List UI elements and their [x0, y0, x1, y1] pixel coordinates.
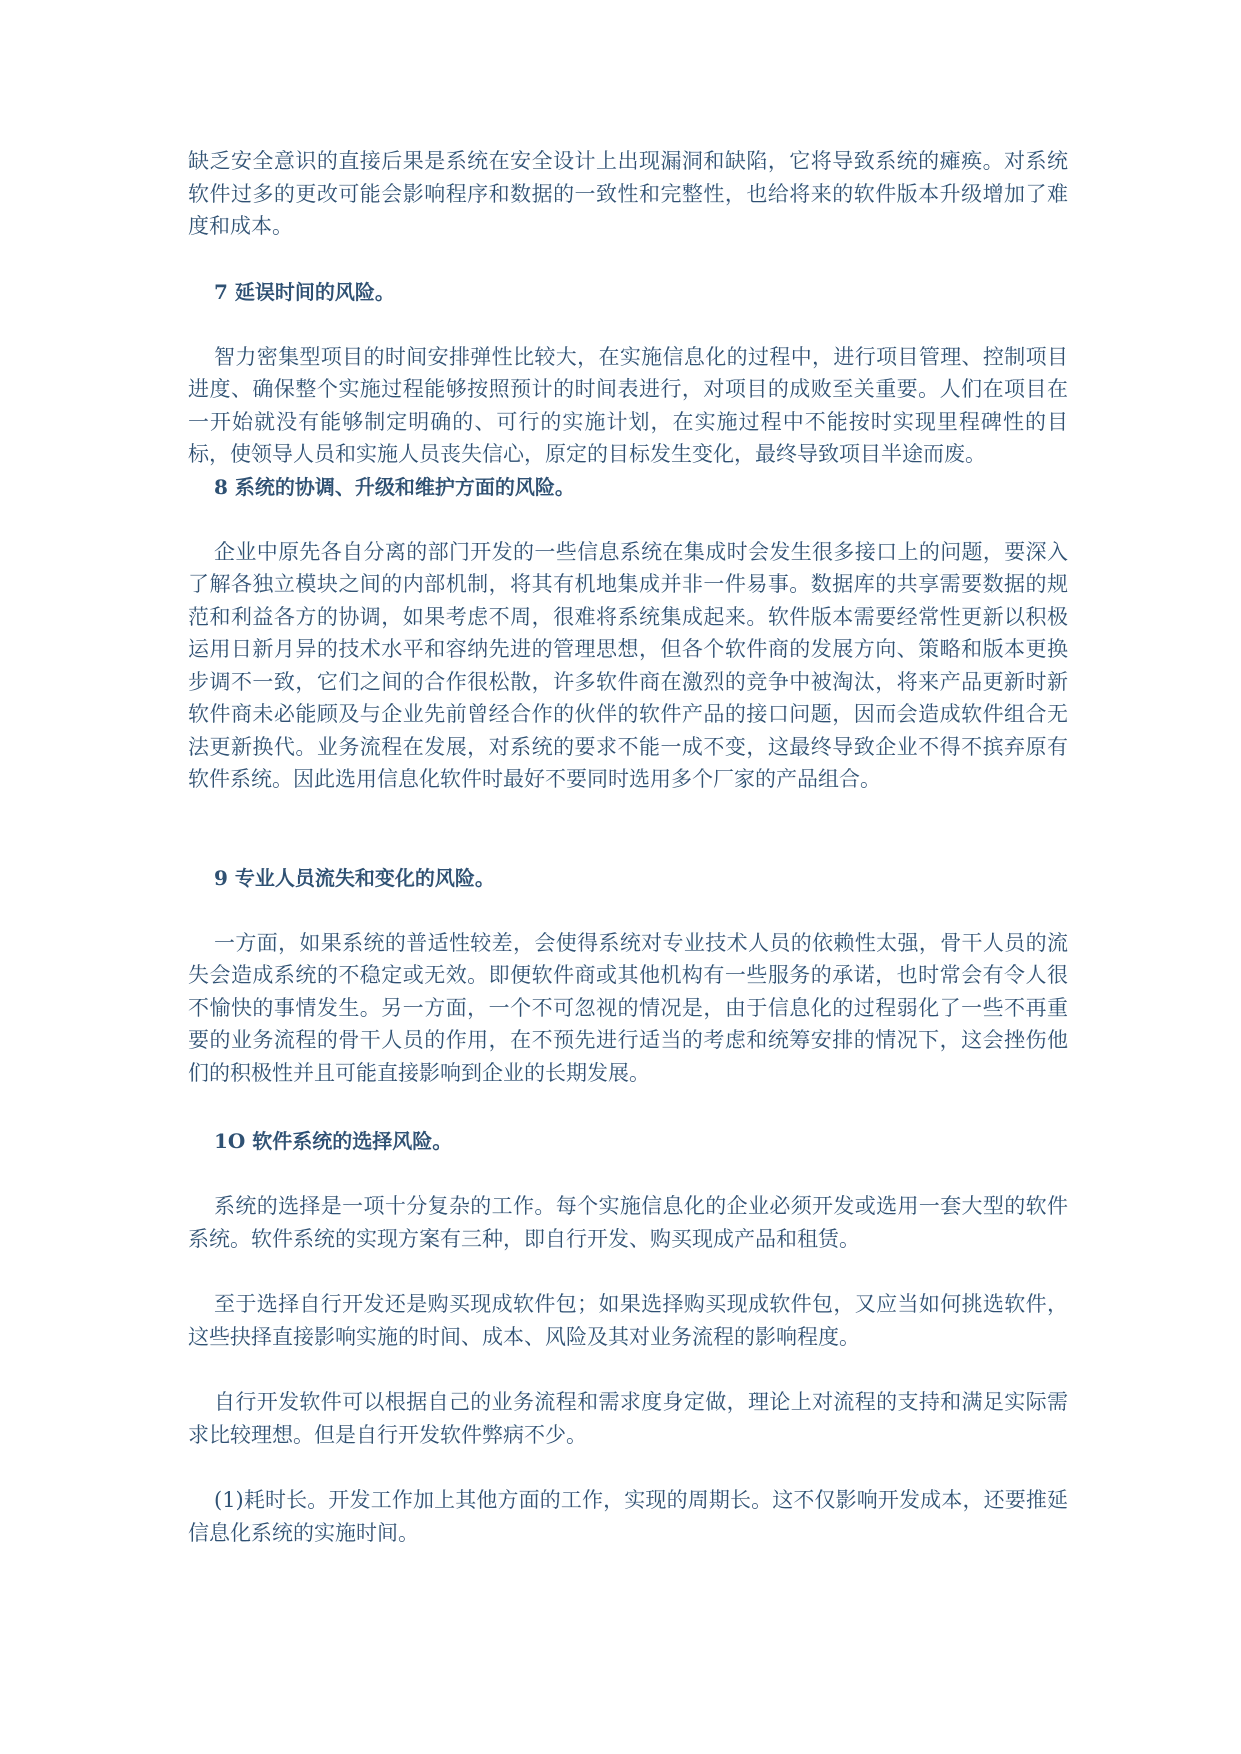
heading-software-selection-risk: 1O 软件系统的选择风险。 — [214, 1129, 453, 1153]
paragraph-time-consuming: (1)耗时长。开发工作加上其他方面的工作，实现的周期长。这不仅影响开发成本，还要推延信息化系统的实施时间。 — [188, 1488, 1068, 1545]
document-page — [188, 145, 1068, 1549]
paragraph-selection-intro: 系统的选择是一项十分复杂的工作。每个实施信息化的企业必须开发或选用一套大型的软件系统。软件系统的实现方案有三种，即自行开发、购买现成产品和租赁。 — [188, 1194, 1068, 1251]
paragraph-delay-risk: 智力密集型项目的时间安排弹性比较大，在实施信息化的过程中，进行项目管理、控制项目进度、确保整个实施过程能够按照预计的时间表进行，对项目的成败至关重要。人们在项目在一开始就没有能够制定明确的、可行的实施计划，在实施过程中不能按时实现里程碑性的目标，使领导人员和实施人员丧失信心，原定的目标发生变化，最终导致项目半途而废。 — [188, 344, 1068, 466]
heading-delay-risk: 7 延误时间的风险。 — [214, 279, 395, 304]
heading-coordination-risk: 8 系统的协调、升级和维护方面的风险。 — [214, 474, 575, 499]
paragraph-self-development: 自行开发软件可以根据自己的业务流程和需求度身定做，理论上对流程的支持和满足实际需求比较理想。但是自行开发软件弊病不少。 — [188, 1390, 1068, 1447]
paragraph-coordination-risk: 企业中原先各自分离的部门开发的一些信息系统在集成时会发生很多接口上的问题，要深入了解各独立模块之间的内部机制，将其有机地集成并非一件易事。数据库的共享需要数据的规范和利益各方的协调，如果考虑不周，很难将系统集成起来。软件版本需要经常性更新以积极运用日新月异的技术水平和容纳先进的管理思想，但各个软件商的发展方向、策略和版本更换步调不一致，它们之间的合作很松散，许多软件商在激烈的竞争中被淘汰，将来产品更新时新软件商未必能顾及与企业先前曾经合作的伙伴的软件产品的接口问题，因而会造成软件组合无法更新换代。业务流程在发展，对系统的要求不能一成不变，这最终导致企业不得不摈弃原有软件系统。因此选用信息化软件时最好不要同时选用多个厂家的产品组合。 — [188, 539, 1068, 791]
paragraph-security-consequence: 缺乏安全意识的直接后果是系统在安全设计上出现漏洞和缺陷，它将导致系统的瘫痪。对系统软件过多的更改可能会影响程序和数据的一致性和完整性，也给将来的软件版本升级增加了难度和成本。 — [188, 149, 1068, 238]
heading-staff-risk: 9 专业人员流失和变化的风险。 — [214, 865, 495, 890]
paragraph-selection-choice: 至于选择自行开发还是购买现成软件包；如果选择购买现成软件包，又应当如何挑选软件，这些抉择直接影响实施的时间、成本、风险及其对业务流程的影响程度。 — [188, 1292, 1068, 1349]
paragraph-staff-risk: 一方面，如果系统的普适性较差，会使得系统对专业技术人员的依赖性太强，骨干人员的流失会造成系统的不稳定或无效。即便软件商或其他机构有一些服务的承诺，也时常会有令人很不愉快的事情发生。另一方面，一个不可忽视的情况是，由于信息化的过程弱化了一些不再重要的业务流程的骨干人员的作用，在不预先进行适当的考虑和统筹安排的情况下，这会挫伤他们的积极性并且可能直接影响到企业的长期发展。 — [188, 930, 1068, 1085]
